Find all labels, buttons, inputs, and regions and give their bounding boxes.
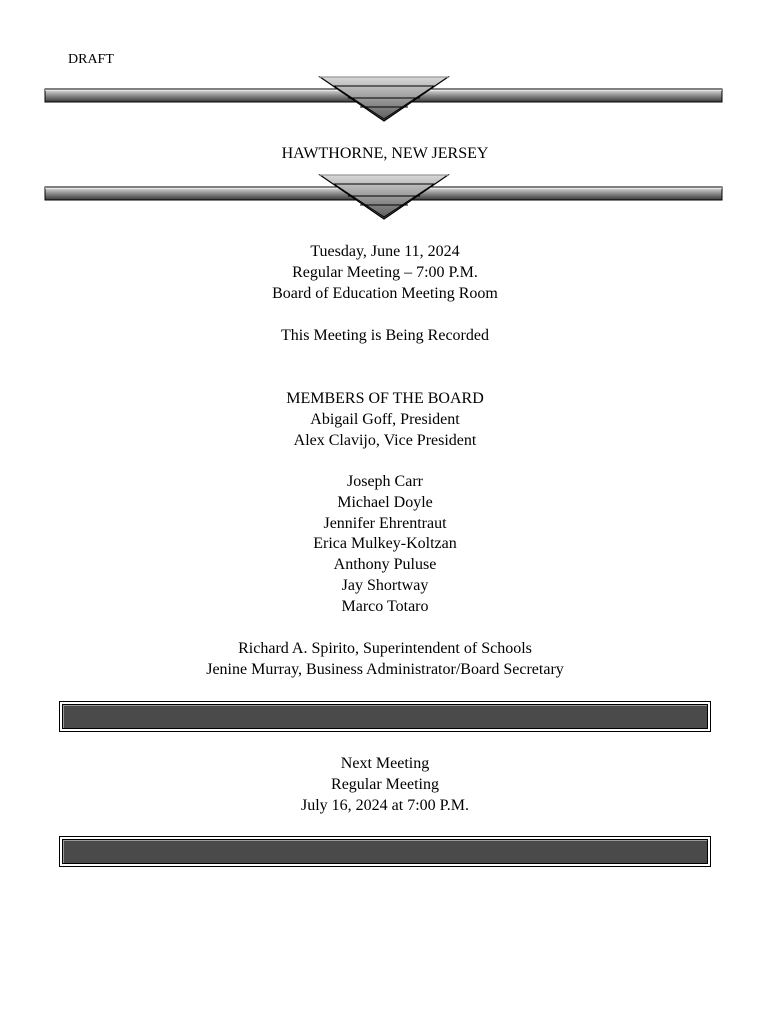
separator-band-bottom xyxy=(59,836,711,867)
business-administrator: Jenine Murray, Business Administrator/Board Secretary xyxy=(206,660,564,678)
separator-band-fill xyxy=(62,839,708,864)
meeting-info xyxy=(0,242,770,304)
board-member: Marco Totaro xyxy=(341,597,429,615)
meeting-room: Board of Education Meeting Room xyxy=(272,284,498,302)
board-member: Joseph Carr xyxy=(347,473,423,490)
separator-band-top xyxy=(59,701,711,732)
recording-notice: This Meeting is Being Recorded xyxy=(281,327,489,344)
meeting-date: Tuesday, June 11, 2024 xyxy=(310,243,460,260)
board-member: Erica Mulkey-Koltzan xyxy=(313,535,457,553)
separator-band-fill xyxy=(62,704,708,729)
board-officers xyxy=(0,389,770,451)
board-president: Abigail Goff, President xyxy=(310,410,460,428)
superintendent: Richard A. Spirito, Superintendent of Schools xyxy=(238,640,532,657)
draft-label: DRAFT xyxy=(68,52,114,67)
location-title: HAWTHORNE, NEW JERSEY xyxy=(281,145,489,162)
next-meeting xyxy=(0,754,770,816)
next-meeting-heading: Next Meeting xyxy=(340,755,430,772)
board-member: Anthony Puluse xyxy=(333,556,437,574)
board-member: Jay Shortway xyxy=(341,576,429,594)
ornamental-divider-bottom xyxy=(0,172,770,228)
meeting-type-time: Regular Meeting – 7:00 P.M. xyxy=(292,263,478,281)
ornamental-divider-top xyxy=(0,74,770,130)
board-vice-president: Alex Clavijo, Vice President xyxy=(293,431,477,449)
board-member: Michael Doyle xyxy=(337,493,433,511)
board-heading: MEMBERS OF THE BOARD xyxy=(286,390,484,407)
board-members-list xyxy=(0,472,770,618)
next-meeting-type: Regular Meeting xyxy=(331,775,439,793)
board-member: Jennifer Ehrentraut xyxy=(323,514,447,532)
administration xyxy=(0,639,770,681)
next-meeting-datetime: July 16, 2024 at 7:00 P.M. xyxy=(300,796,469,814)
